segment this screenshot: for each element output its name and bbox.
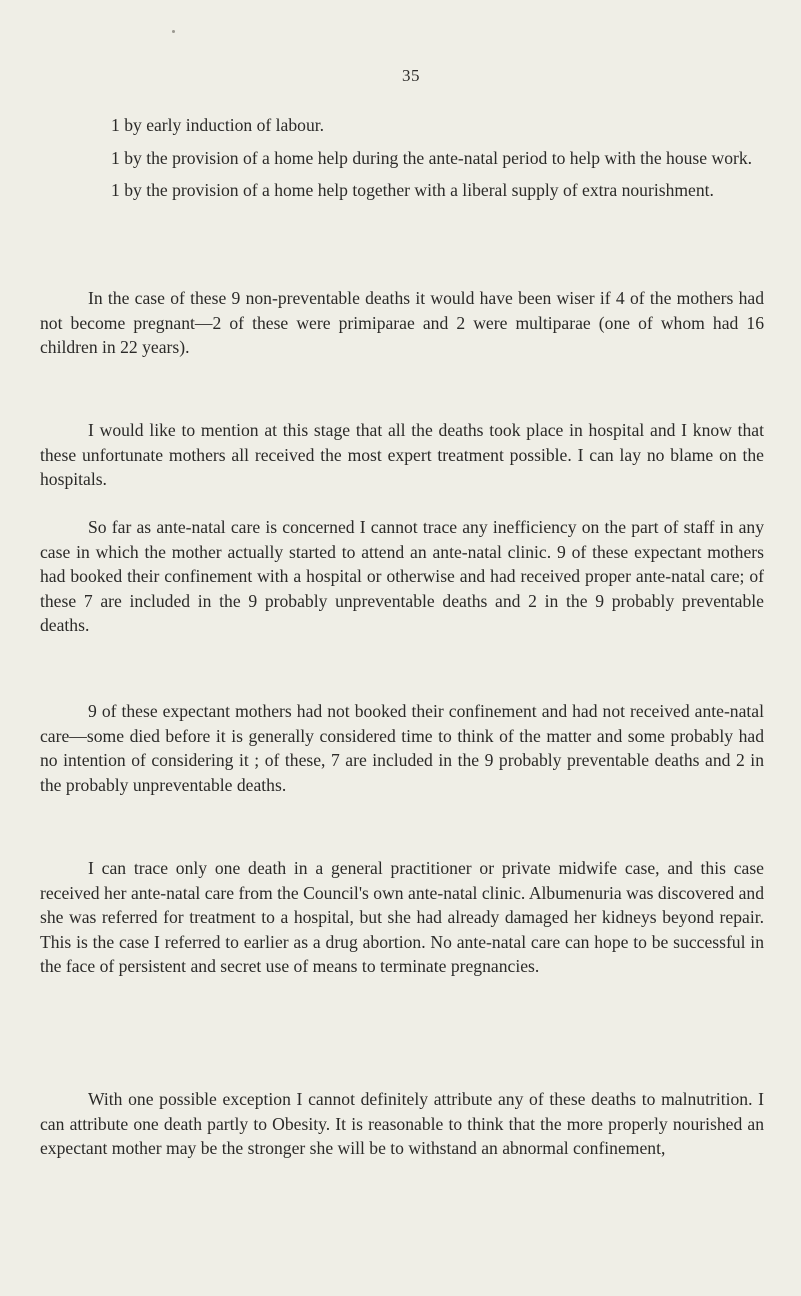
page-number: 35 xyxy=(402,66,420,85)
list-item: 1 by the provision of a home help during the ante-natal period to help with the house work. xyxy=(111,147,753,168)
list-item: 1 by early induction of labour. xyxy=(111,115,325,135)
paragraph-non-preventable-deaths: In the case of these 9 non-preventable deaths it would have been wiser if 4 of the mothers had not become pregnant—2 of these were primiparae and 2 were multiparae (one of whom had 16 children in 22 years). xyxy=(40,288,764,358)
paragraph-malnutrition: With one possible exception I cannot definitely attribute any of these deaths to malnutrition. I can attribute one death partly to Obesity. It is reasonable to think that the more properly nourished an expectant mother may be the stronger she will be to withstand an abnormal confinement, xyxy=(40,1089,764,1159)
paragraph-unbooked-mothers: 9 of these expectant mothers had not booked their confinement and had not received ante-natal care—some died before it is generally considered time to think of the matter and some probably had no intention of considering it ; of these, 7 are included in the 9 probably preventable deaths and 2 in the probably unpreventable deaths. xyxy=(40,701,764,795)
list-item: 1 by the provision of a home help together with a liberal supply of extra nourishment. xyxy=(111,180,714,201)
paragraph-ante-natal-care: So far as ante-natal care is concerned I cannot trace any inefficiency on the part of staff in any case in which the mother actually started to attend an ante-natal clinic. 9 of these expectant mothers had booked their confinement with a hospital or otherwise and had received proper ante-natal care; of these 7 are included in the 9 probably unpreventable deaths and 2 in the 9 probably preventable deaths. xyxy=(40,517,764,636)
scan-speck xyxy=(172,30,175,33)
paragraph-general-practitioner-case: I can trace only one death in a general practitioner or private midwife case, and this case received her ante-natal care from the Council's own ante-natal clinic. Albumenuria was discovered and she was referred for treatment to a hospital, but she had already damaged her kidneys beyond repair. This is the case I referred to earlier as a drug abortion. No ante-natal care can hope to be successful in the face of persistent and secret use of means to terminate pregnancies. xyxy=(40,858,764,977)
measures-list xyxy=(40,113,764,211)
paragraph-hospital-deaths: I would like to mention at this stage that all the deaths took place in hospital and I know that these unfortunate mothers all received the most expert treatment possible. I can lay no blame on the hospitals. xyxy=(40,420,764,490)
